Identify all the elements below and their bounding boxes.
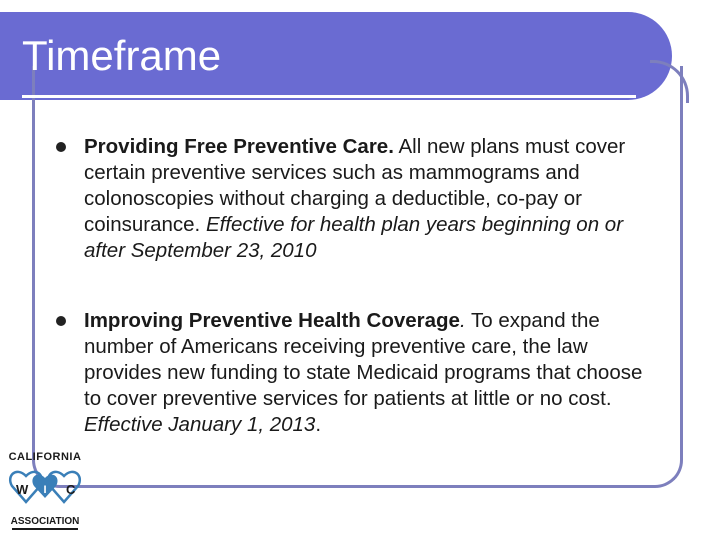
- logo-bottom-text: ASSOCIATION: [10, 516, 80, 527]
- bullet-body-1: All new plans must cover certain preventive services such as mammograms and colonoscopies without charging a deductible, co-pay or coinsurance.: [84, 135, 626, 236]
- bullet-note-2-tail: .: [315, 413, 322, 436]
- bullet-body-2: To expand the number of Americans receiving preventive care, the law provides new funding to state Medicaid programs that choose to cover preventive services for patients at little or no cost.: [84, 309, 643, 410]
- bullet-heading-2-tail: .: [459, 309, 466, 332]
- bullet-list: [56, 134, 656, 482]
- bullet-dot-icon: [56, 142, 66, 152]
- california-wic-association-logo: [6, 448, 84, 536]
- bullet-dot-icon: [56, 316, 66, 326]
- slide-title: Timeframe: [22, 32, 222, 79]
- logo-letter-i: I: [43, 484, 47, 496]
- bullet-item-2: [56, 308, 656, 438]
- bullet-note-2: Effective January 1, 2013: [84, 413, 316, 436]
- bullet-note-1: Effective for health plan years beginning on or after September 23, 2010: [84, 213, 624, 262]
- title-underline: [22, 95, 636, 98]
- logo-underline: [12, 528, 78, 530]
- logo-letter-c: C: [66, 482, 76, 497]
- bullet-text-2: [84, 308, 656, 438]
- bullet-item-1: [56, 134, 656, 264]
- bullet-heading-1: Providing Free Preventive Care.: [84, 135, 394, 158]
- logo-top-text: CALIFORNIA: [8, 451, 82, 463]
- logo-letter-w: W: [16, 482, 29, 497]
- bullet-heading-2: Improving Preventive Health Coverage: [84, 309, 460, 332]
- bullet-text-1: [84, 134, 656, 264]
